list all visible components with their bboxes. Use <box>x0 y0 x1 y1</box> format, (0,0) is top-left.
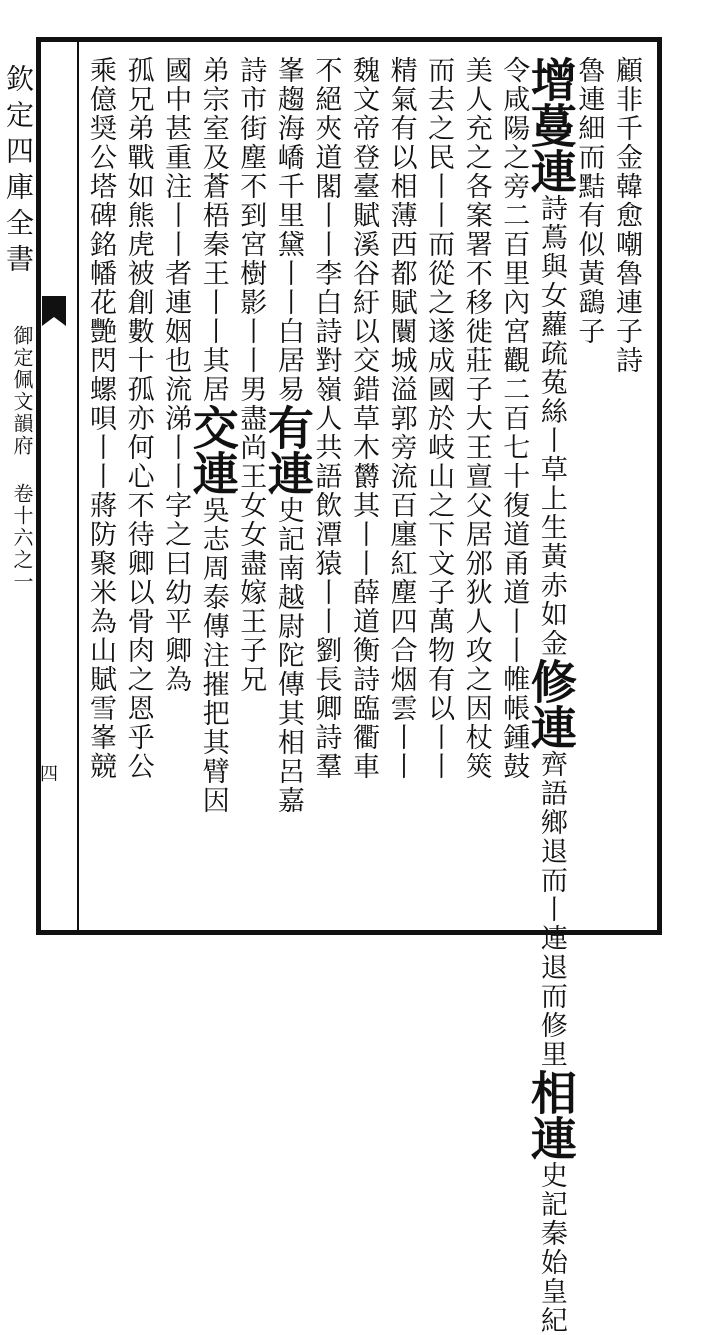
headword: 連 <box>260 450 315 496</box>
column-text: 始皇紀 <box>535 1248 567 1335</box>
column-text: 令咸陽之旁二百里內宮觀二百七十復道甬道丨丨帷帳鍾鼓 <box>498 56 530 781</box>
text-column <box>185 56 240 815</box>
text-column <box>523 56 578 1335</box>
column-text: 詩蔦與女蘿疏菟絲 <box>535 194 567 426</box>
text-column <box>345 56 381 781</box>
text-column <box>420 56 456 781</box>
column-text: 不絕夾道閣丨丨李白詩對嶺人共語飲潭猿丨丨劉長卿詩羣 <box>310 56 342 781</box>
text-column <box>383 56 419 781</box>
headword: 連 <box>185 450 240 496</box>
text-column <box>458 56 494 781</box>
column-text: 魯連細而黠有似黃鷂子 <box>573 56 605 346</box>
text-column <box>157 56 193 694</box>
column-text: 連退而修里 <box>535 924 567 1069</box>
text-column <box>120 56 156 781</box>
column-text: 史記南越尉陀傳其相呂嘉 <box>272 496 304 815</box>
column-text: 史記秦 <box>535 1161 567 1248</box>
headword: 交 <box>185 404 240 450</box>
margin-rule <box>77 42 79 930</box>
column-text: 精氣有以相薄西都賦闤城溢郭旁流百廛紅塵四合烟雲丨丨 <box>385 56 417 781</box>
column-text: 乘億奨公塔碑銘幡花艷閃螺唄丨丨蔣防聚米為山賦雪峯競 <box>85 56 116 781</box>
column-text: 齊語鄉退而丨 <box>535 750 567 924</box>
text-column <box>232 56 268 694</box>
text-column <box>495 56 531 781</box>
column-text: 孤兄弟戰如熊虎被創數十孤亦何心不待卿以骨肉之恩乎公 <box>122 56 154 781</box>
column-text: 流涕丨丨字之曰幼平卿為 <box>160 375 192 694</box>
text-column <box>82 56 118 781</box>
headword: 相 <box>523 1069 578 1115</box>
column-text: 丨草上生黃赤如金 <box>535 426 567 658</box>
column-text: 而去之民丨丨而從之遂成國於岐山之下文子萬物有以丨丨 <box>423 56 455 781</box>
headword: 有 <box>260 404 315 450</box>
column-text: 男盡尚王女女盡嫁王子兄 <box>235 375 267 694</box>
page-number: 四 <box>40 764 58 785</box>
column-text: 弟宗室及蒼梧秦王丨丨其居 <box>197 56 229 404</box>
column-text: 顧非千金韓愈嘲魯連子詩 <box>611 56 642 375</box>
column-text: 國中甚重注丨丨者連姻也 <box>160 56 192 375</box>
headword: 修 <box>523 658 578 704</box>
text-column <box>608 56 644 375</box>
book-title: 欽定四庫全書 <box>2 64 35 280</box>
text-column <box>260 56 315 815</box>
headword: 蔓連 <box>523 102 578 194</box>
headword: 連 <box>523 1115 578 1161</box>
column-text: 美人充之各案署不移徙莊子大王亶父居邠狄人攻之因杖筴 <box>460 56 492 781</box>
column-text: 吳志周泰傳注摧把其臂因 <box>197 496 229 815</box>
volume-subtitle: 御定佩文韻府 卷十六之一 <box>10 325 34 593</box>
headword: 連 <box>523 704 578 750</box>
column-text: 詩市街塵不到宮樹影丨丨 <box>235 56 267 375</box>
headword: 增 <box>523 56 578 102</box>
column-text: 魏文帝登臺賦溪谷紆以交錯草木欝其丨丨薛道衡詩臨衢車 <box>348 56 379 781</box>
column-text: 峯趨海嶠千里黛丨丨白居易 <box>272 56 304 404</box>
